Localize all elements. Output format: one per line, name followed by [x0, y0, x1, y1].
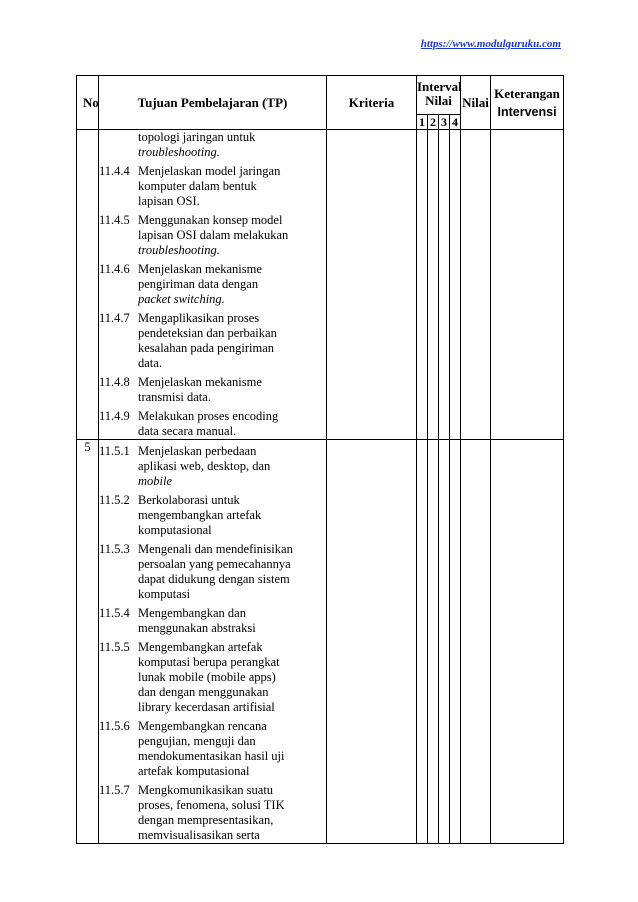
tp-text: Mengenali dan mendefinisikan persoalan yang pemecahannya dapat didukung dengan sistem komputasi: [138, 542, 293, 601]
tp-code: 11.5.1: [99, 444, 130, 458]
tp-text: Mengembangkan rencana pengujian, menguji dan mendokumentasikan hasil uji artefak komputasional: [138, 719, 285, 778]
header-scale-2: 2: [428, 115, 439, 130]
header-keterangan-line1: Keterangan: [494, 85, 560, 101]
tp-text: Menjelaskan mekanisme transmisi data.: [138, 375, 262, 404]
tp-text: Menjelaskan model jaringan komputer dalam bentuk lapisan OSI.: [138, 164, 281, 208]
nilai-cell[interactable]: [461, 130, 491, 440]
tp-item-11-4-9: [99, 409, 326, 439]
tp-text: Mengaplikasikan proses pendeteksian dan perbaikan kesalahan pada pengiriman data.: [138, 311, 277, 370]
tp-continuation-line: topologi jaringan untuk: [138, 130, 256, 144]
score-cell-3[interactable]: [439, 440, 450, 844]
tp-text: Mengembangkan dan menggunakan abstraksi: [138, 606, 256, 635]
tp-text: Mengembangkan artefak komputasi berupa perangkat lunak mobile (mobile apps) dan dengan menggunakan library kecerdasan artifisial: [138, 640, 280, 714]
score-cell-1[interactable]: [417, 440, 428, 844]
tp-code: 11.4.4: [99, 164, 130, 178]
tp-code: 11.4.8: [99, 375, 130, 389]
table-row: [77, 440, 564, 844]
keterangan-cell[interactable]: [491, 130, 564, 440]
header-interval-line1: Interval: [417, 79, 462, 94]
score-cell-4[interactable]: [450, 130, 461, 440]
header-keterangan-intervensi: [491, 76, 564, 130]
tp-text: Menjelaskan perbedaan aplikasi web, desktop, dan mobile: [138, 444, 271, 488]
score-cell-2[interactable]: [428, 440, 439, 844]
tp-item-11-5-7: [99, 783, 326, 843]
tp-code: 11.4.6: [99, 262, 130, 276]
tp-item-11-5-4: [99, 606, 326, 636]
tp-cell: [99, 130, 327, 440]
score-cell-4[interactable]: [450, 440, 461, 844]
header-interval-nilai: [417, 76, 461, 115]
tp-item-11-5-3: [99, 542, 326, 602]
tp-code: 11.5.7: [99, 783, 130, 797]
tp-code: 11.5.4: [99, 606, 130, 620]
tp-code: 11.4.7: [99, 311, 130, 325]
table-row: [77, 130, 564, 440]
header-scale-3: 3: [439, 115, 450, 130]
kriteria-cell[interactable]: [327, 130, 417, 440]
kriteria-cell[interactable]: [327, 440, 417, 844]
header-url-link[interactable]: https://www.modulguruku.com: [420, 38, 561, 50]
tp-text: Berkolaborasi untuk mengembangkan artefak komputasional: [138, 493, 262, 537]
tp-text: Menjelaskan mekanisme pengiriman data dengan packet switching.: [138, 262, 262, 306]
tp-code: 11.5.2: [99, 493, 130, 507]
header-scale-1: 1: [417, 115, 428, 130]
header-scale-4: 4: [450, 115, 461, 130]
score-cell-2[interactable]: [428, 130, 439, 440]
tp-text: Menggunakan konsep model lapisan OSI dalam melakukan troubleshooting.: [138, 213, 289, 257]
tp-code: 11.5.6: [99, 719, 130, 733]
score-cell-1[interactable]: [417, 130, 428, 440]
row-number: [77, 130, 99, 440]
header-kriteria: Kriteria: [327, 76, 417, 130]
header-no: No: [77, 76, 99, 130]
keterangan-cell[interactable]: [491, 440, 564, 844]
tp-item-11-5-1: [99, 444, 326, 489]
tp-item-11-4-5: [99, 213, 326, 258]
tp-code: 11.5.5: [99, 640, 130, 654]
tp-item-11-4-4: [99, 164, 326, 209]
header-nilai: Nilai: [461, 76, 491, 130]
tp-item-11-5-2: [99, 493, 326, 538]
tp-code: 11.5.3: [99, 542, 130, 556]
header-tujuan-pembelajaran: Tujuan Pembelajaran (TP): [99, 76, 327, 130]
row-number: 5: [77, 440, 99, 844]
tp-cell: [99, 440, 327, 844]
tp-item-11-4-6: [99, 262, 326, 307]
tp-item-11-4-7: [99, 311, 326, 371]
score-cell-3[interactable]: [439, 130, 450, 440]
tp-continuation-line: troubleshooting.: [138, 145, 220, 159]
tp-text: Mengkomunikasikan suatu proses, fenomena, solusi TIK dengan mempresentasikan, memvisualisasikan serta: [138, 783, 285, 842]
tp-item-11-5-5: [99, 640, 326, 715]
header-keterangan-line2: Intervensi: [497, 104, 557, 119]
tp-text: Melakukan proses encoding data secara manual.: [138, 409, 279, 438]
tp-code: 11.4.5: [99, 213, 130, 227]
assessment-table: [76, 75, 564, 844]
tp-item-11-5-6: [99, 719, 326, 779]
tp-code: 11.4.9: [99, 409, 130, 423]
tp-item-11-4-8: [99, 375, 326, 405]
header-interval-line2: Nilai: [425, 93, 452, 108]
nilai-cell[interactable]: [461, 440, 491, 844]
